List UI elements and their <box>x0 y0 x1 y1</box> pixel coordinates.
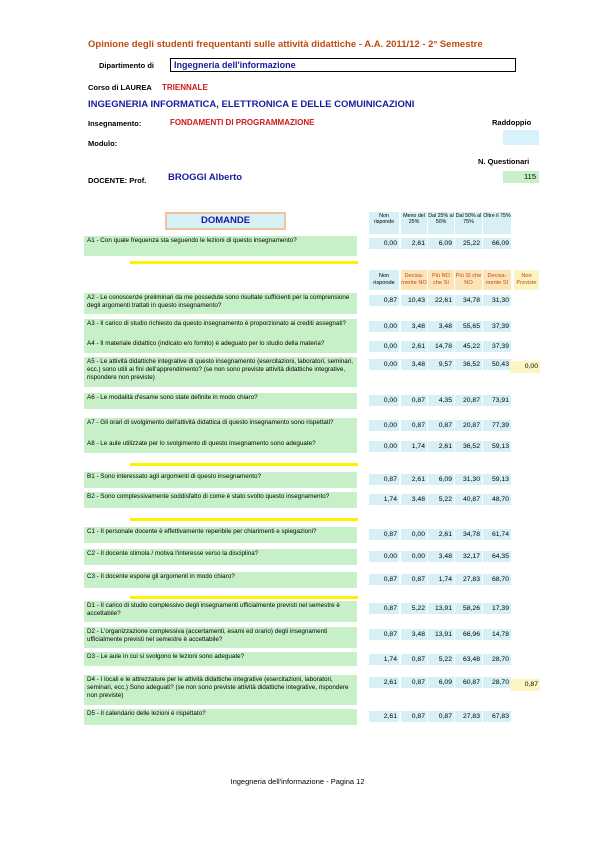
freq-col-header: Oltre il 75% <box>483 212 511 234</box>
question-text: D5 - Il calendario delle lezioni è rispettato? <box>87 710 206 717</box>
value-cell: 58,26 <box>455 603 482 614</box>
non-previste-cell: 0,00 <box>510 361 540 373</box>
value-cell: 45,22 <box>455 341 482 352</box>
value-cell: 2,61 <box>369 711 399 722</box>
value-cell: 20,87 <box>455 395 482 406</box>
value-cell: 59,13 <box>483 474 511 485</box>
value-cell: 60,87 <box>455 677 482 688</box>
non-previste-cell: 0,87 <box>510 679 540 691</box>
question-text: A5 - Le attività didattiche integrative di questo insegnamento (esercitazioni, laboratori, seminari, ecc.) sono utili ai fini dell'apprendimento? (se non sono previste attività didattiche integrative, rispondere non previste) <box>87 358 354 382</box>
value-cell: 2,61 <box>369 677 399 688</box>
freq-col-header: Non risponde <box>369 212 399 234</box>
value-cell: 0,87 <box>369 574 399 585</box>
freq-col-header: Dal 50% al 75% <box>455 212 482 234</box>
question-text: D2 - L'organizzazione complessiva (accertamenti, esami ed orario) degli insegnamenti ufficialmente previsti nel semestre è accettabile? <box>87 628 328 644</box>
value-cell: 0,00 <box>369 551 399 562</box>
question-text: B1 - Sono interessato agli argomenti di questo insegnamento? <box>87 473 261 480</box>
dept-value: Ingegneria dell'informazione <box>170 58 516 72</box>
value-cell: 25,22 <box>455 238 482 249</box>
rating-col-header: Decisa-mente SI <box>483 270 511 290</box>
value-cell: 0,87 <box>369 295 399 306</box>
question-text: D1 - Il carico di studio complessivo degli insegnamenti ufficialmente previsti nel semestre è accettabile? <box>87 602 340 618</box>
value-cell: 28,70 <box>483 654 511 665</box>
value-cell: 4,35 <box>428 395 454 406</box>
rating-col-header: Non Previste <box>514 270 539 290</box>
value-cell: 40,87 <box>455 494 482 505</box>
value-cell: 0,87 <box>369 629 399 640</box>
value-cell: 31,30 <box>483 295 511 306</box>
freq-col-header: Meno del 25% <box>401 212 427 234</box>
value-cell: 50,43 <box>483 359 511 370</box>
freq-col-header: Dal 25% al 50% <box>428 212 454 234</box>
value-cell: 36,52 <box>455 441 482 452</box>
value-cell: 22,61 <box>428 295 454 306</box>
question-text: A2 - Le conoscenze preliminari da me possedute sono risultate sufficienti per la comprensione degli argomenti trattati in questo insegnamento? <box>87 294 350 310</box>
value-cell: 0,00 <box>369 395 399 406</box>
value-cell: 3,48 <box>428 551 454 562</box>
question-text: D3 - Le aule in cui si svolgono le lezioni sono adeguate? <box>87 653 245 660</box>
rating-col-header: Non risponde <box>369 270 399 290</box>
raddoppio-box <box>503 130 539 145</box>
question-text: B2 - Sono complessivamente soddisfatto di come è stato svolto questo insegnamento? <box>87 493 330 500</box>
value-cell: 77,39 <box>483 420 511 431</box>
corso-value: TRIENNALE <box>162 83 208 92</box>
value-cell: 5,22 <box>428 654 454 665</box>
value-cell: 0,87 <box>401 420 427 431</box>
value-cell: 13,91 <box>428 603 454 614</box>
value-cell: 2,61 <box>428 529 454 540</box>
value-cell: 6,09 <box>428 677 454 688</box>
corso-label: Corso di LAUREA <box>88 83 152 92</box>
question-text: C2 - Il docente stimola / motiva l'interesse verso la disciplina? <box>87 550 259 557</box>
rating-col-header: Decisa-mente NO <box>401 270 427 290</box>
page-footer: Ingegneria dell'informazione - Pagina 12 <box>230 777 365 786</box>
value-cell: 31,30 <box>455 474 482 485</box>
value-cell: 32,17 <box>455 551 482 562</box>
value-cell: 3,48 <box>401 494 427 505</box>
value-cell: 0,00 <box>401 529 427 540</box>
value-cell: 10,43 <box>401 295 427 306</box>
value-cell: 0,87 <box>401 395 427 406</box>
section-separator <box>130 463 358 466</box>
section-separator <box>130 261 358 264</box>
value-cell: 0,87 <box>401 677 427 688</box>
docente-value: BROGGI Alberto <box>168 172 243 183</box>
value-cell: 5,22 <box>401 603 427 614</box>
modulo-label: Modulo: <box>88 139 118 148</box>
value-cell: 0,87 <box>401 574 427 585</box>
value-cell: 28,70 <box>483 677 511 688</box>
value-cell: 2,61 <box>401 341 427 352</box>
value-cell: 0,87 <box>369 603 399 614</box>
value-cell: 0,00 <box>369 341 399 352</box>
value-cell: 1,74 <box>428 574 454 585</box>
value-cell: 3,48 <box>401 321 427 332</box>
value-cell: 17,39 <box>483 603 511 614</box>
value-cell: 0,00 <box>369 321 399 332</box>
value-cell: 2,61 <box>401 474 427 485</box>
value-cell: 66,96 <box>455 629 482 640</box>
page-title: Opinione degli studenti frequentanti sulle attività didattiche - A.A. 2011/12 - 2° Semestre <box>88 39 483 50</box>
value-cell: 5,22 <box>428 494 454 505</box>
value-cell: 37,39 <box>483 321 511 332</box>
value-cell: 0,00 <box>369 420 399 431</box>
value-cell: 3,48 <box>401 359 427 370</box>
value-cell: 0,00 <box>369 238 399 249</box>
question-text: C1 - Il personale docente è effettivamente reperibile per chiarimenti e spiegazioni? <box>87 528 317 535</box>
value-cell: 0,87 <box>401 654 427 665</box>
value-cell: 0,87 <box>369 474 399 485</box>
rating-col-header: Più SI che NO <box>455 270 482 290</box>
value-cell: 14,78 <box>483 629 511 640</box>
value-cell: 63,48 <box>455 654 482 665</box>
question-text: A8 - Le aule utilizzate per lo svolgimento di questo insegnamento sono adeguate? <box>87 440 316 447</box>
value-cell: 1,74 <box>369 494 399 505</box>
value-cell: 55,65 <box>455 321 482 332</box>
value-cell: 64,35 <box>483 551 511 562</box>
value-cell: 2,61 <box>401 238 427 249</box>
value-cell: 0,87 <box>401 711 427 722</box>
value-cell: 37,39 <box>483 341 511 352</box>
value-cell: 20,87 <box>455 420 482 431</box>
value-cell: 14,78 <box>428 341 454 352</box>
value-cell: 34,78 <box>455 295 482 306</box>
question-text: C3 - Il docente espone gli argomenti in modo chiaro? <box>87 573 235 580</box>
value-cell: 0,00 <box>401 551 427 562</box>
section-separator <box>130 518 358 521</box>
questionari-count: 115 <box>503 171 539 183</box>
value-cell: 48,70 <box>483 494 511 505</box>
docente-label: DOCENTE: Prof. <box>88 176 147 185</box>
value-cell: 2,61 <box>428 441 454 452</box>
value-cell: 0,87 <box>369 529 399 540</box>
value-cell: 68,70 <box>483 574 511 585</box>
rating-col-header: Più NO che SI <box>428 270 454 290</box>
value-cell: 6,09 <box>428 238 454 249</box>
value-cell: 3,48 <box>428 321 454 332</box>
question-text: A7 - Gli orari di svolgimento dell'attività didattica di questo insegnamento sono rispettati? <box>87 419 334 426</box>
value-cell: 66,09 <box>483 238 511 249</box>
value-cell: 36,52 <box>455 359 482 370</box>
value-cell: 67,83 <box>483 711 511 722</box>
value-cell: 59,13 <box>483 441 511 452</box>
value-cell: 1,74 <box>401 441 427 452</box>
value-cell: 61,74 <box>483 529 511 540</box>
question-text: A6 - Le modalità d'esame sono state definite in modo chiaro? <box>87 394 258 401</box>
value-cell: 1,74 <box>369 654 399 665</box>
section-separator <box>130 596 358 599</box>
value-cell: 27,83 <box>455 711 482 722</box>
question-text: A4 - Il materiale didattico (indicato e/o fornito) è adeguato per lo studio della materia? <box>87 340 325 347</box>
value-cell: 0,87 <box>428 420 454 431</box>
value-cell: 6,09 <box>428 474 454 485</box>
value-cell: 0,00 <box>369 441 399 452</box>
value-cell: 73,91 <box>483 395 511 406</box>
questionari-label: N. Questionari <box>478 157 530 166</box>
question-text: A3 - Il carico di studio richiesto da questo insegnamento è proporzionato ai crediti assegnati? <box>87 320 347 327</box>
value-cell: 3,48 <box>401 629 427 640</box>
value-cell: 34,78 <box>455 529 482 540</box>
value-cell: 0,00 <box>369 359 399 370</box>
insegnamento-value: FONDAMENTI DI PROGRAMMAZIONE <box>170 118 315 127</box>
value-cell: 0,87 <box>428 711 454 722</box>
question-text: A1 - Con quale frequenza sta seguendo le lezioni di questo insegnamento? <box>87 237 297 244</box>
domande-header: DOMANDE <box>165 212 286 230</box>
dept-label: Dipartimento di <box>99 61 155 70</box>
insegnamento-label: Insegnamento: <box>88 119 142 128</box>
value-cell: 27,83 <box>455 574 482 585</box>
raddoppio-label: Raddoppio <box>492 118 532 127</box>
value-cell: 13,91 <box>428 629 454 640</box>
degree-name: INGEGNERIA INFORMATICA, ELETTRONICA E DELLE COMUINICAZIONI <box>88 99 415 110</box>
question-text: D4 - I locali e le attrezzature per le attività didattiche integrative (esercitazioni, laboratori, seminari, ecc.) Sono adeguati? (se non sono previste attività didattiche integrative, rispondere non previste) <box>87 676 349 700</box>
value-cell: 9,57 <box>428 359 454 370</box>
